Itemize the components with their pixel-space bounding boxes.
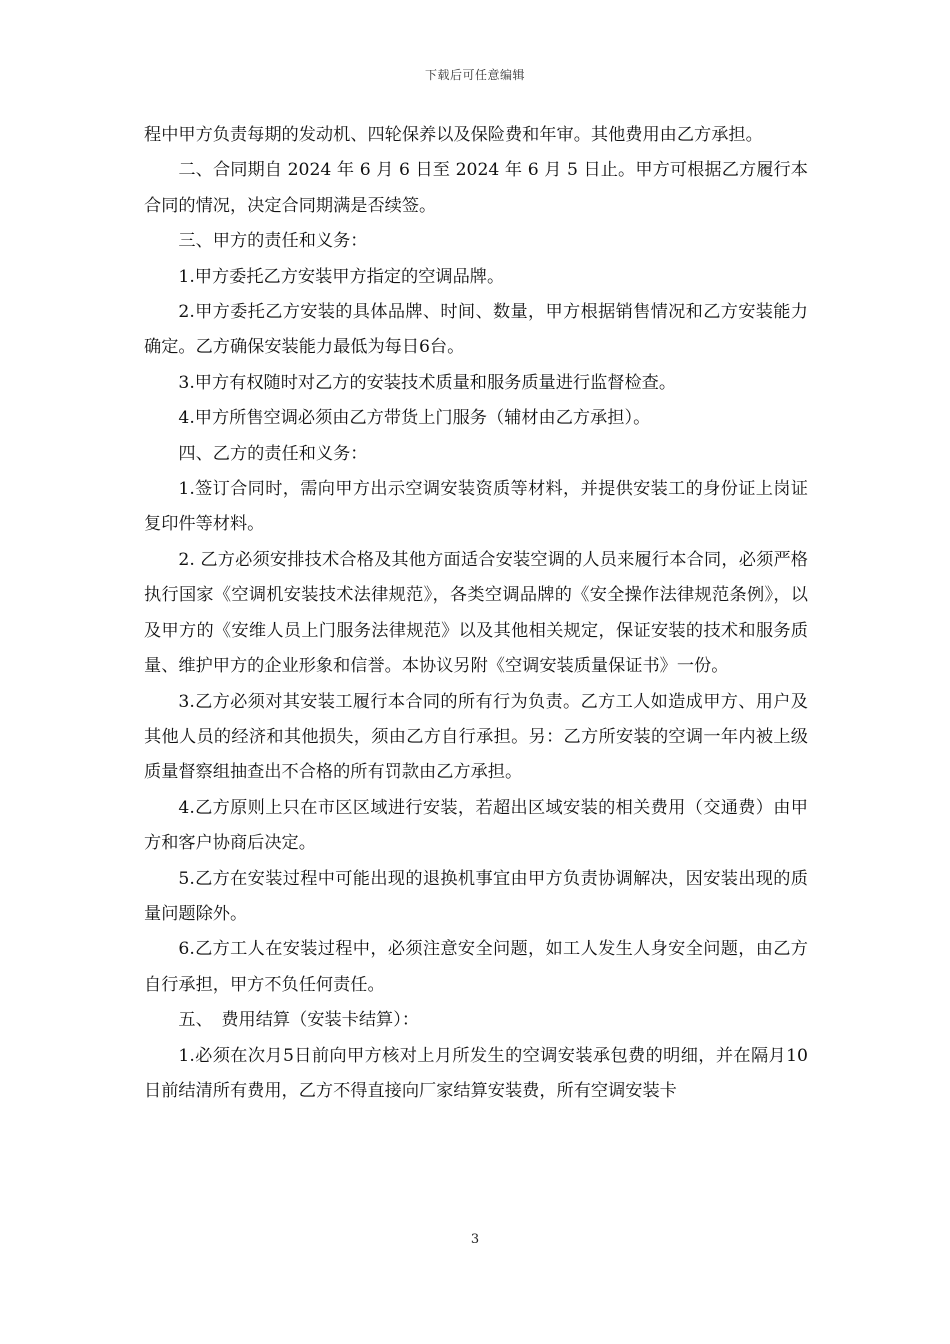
list-item: 1.甲方委托乙方安装甲方指定的空调品牌。 — [178, 266, 505, 287]
list-item: 4.乙方原则上只在市区区域进行安装，若超出区域安装的相关费用（交通费）由甲方和客户协商后决定。 — [144, 797, 808, 854]
page-number: 3 — [470, 1232, 480, 1247]
list-item: 2. 乙方必须安排技术合格及其他方面适合安装空调的人员来履行本合同，必须严格执行国家《空调机安装技术法律规范》，各类空调品牌的《安全操作法律规范条例》，以及甲方的《安维人员上门服务法律规范》以及其他相关规定，保证安装的技术和服务质量、维护甲方的企业形象和信誉。本协议另附《空调安装质量保证书》一份。 — [144, 549, 808, 677]
section-heading: 五、 费用结算（安装卡结算）： — [178, 1010, 420, 1031]
header-note: 下载后可任意编辑 — [424, 68, 525, 82]
section-heading: 四、乙方的责任和义务： — [178, 443, 368, 464]
list-item: 4.甲方所售空调必须由乙方带货上门服务（辅材由乙方承担）。 — [178, 408, 651, 429]
list-item: 3.乙方必须对其安装工履行本合同的所有行为负责。乙方工人如造成甲方、用户及其他人员的经济和其他损失，须由乙方自行承担。另：乙方所安装的空调一年内被上级质量督察组抽查出不合格的所有罚款由乙方承担。 — [144, 691, 808, 783]
paragraph: 程中甲方负责每期的发动机、四轮保养以及保险费和年审。其他费用由乙方承担。 — [144, 125, 763, 145]
list-item: 5.乙方在安装过程中可能出现的退换机事宜由甲方负责协调解决，因安装出现的质量问题除外。 — [144, 868, 808, 924]
paragraph: 二、合同期自 2024 年 6 月 6 日至 2024 年 6 月 5 日止。甲方可根据乙方履行本合同的情况，决定合同期满是否续签。 — [144, 160, 808, 216]
list-item: 3.甲方有权随时对乙方的安装技术质量和服务质量进行监督检查。 — [178, 372, 677, 393]
list-item: 1.签订合同时，需向甲方出示空调安装资质等材料，并提供安装工的身份证上岗证复印件等材料。 — [144, 479, 808, 535]
list-item: 1.必须在次月5日前向甲方核对上月所发生的空调安装承包费的明细，并在隔月10日前结清所有费用，乙方不得直接向厂家结算安装费，所有空调安装卡 — [144, 1045, 808, 1101]
list-item: 6.乙方工人在安装过程中，必须注意安全问题，如工人发生人身安全问题，由乙方自行承担，甲方不负任何责任。 — [144, 939, 808, 995]
list-item: 2.甲方委托乙方安装的具体品牌、时间、数量，甲方根据销售情况和乙方安装能力确定。乙方确保安装能力最低为每日6台。 — [144, 302, 808, 358]
document-body — [144, 118, 808, 1109]
section-heading: 三、甲方的责任和义务： — [178, 231, 368, 252]
